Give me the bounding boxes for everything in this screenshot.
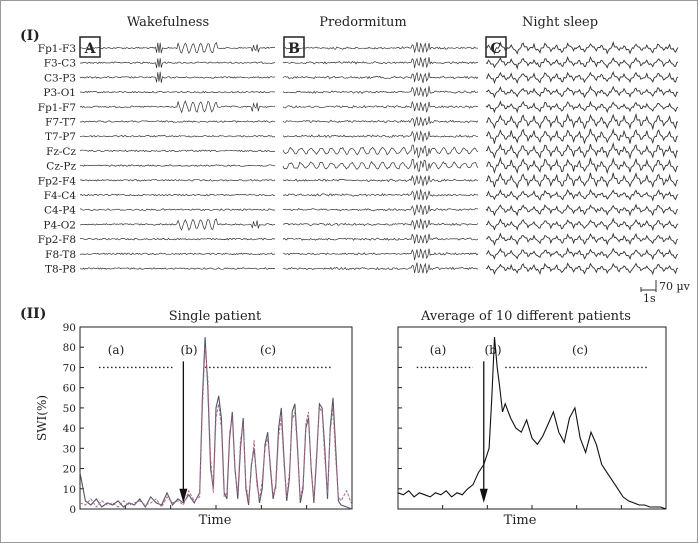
eeg-trace (283, 42, 478, 53)
eeg-trace (80, 209, 275, 211)
panel-c-title: Night sleep (521, 15, 599, 30)
channel-label: C3-P3 (43, 72, 76, 85)
eeg-trace (486, 249, 678, 259)
chart2-phase-b: (b) (484, 343, 502, 357)
eeg-trace (486, 129, 678, 144)
y-tick-label: 40 (62, 423, 76, 436)
channel-label: F7-T7 (45, 116, 76, 129)
eeg-trace (80, 238, 275, 240)
eeg-trace (486, 173, 678, 188)
chart1-title: Single patient (168, 309, 262, 324)
eeg-trace (283, 145, 478, 158)
panel-b-letter: B (288, 41, 300, 57)
eeg-trace (283, 131, 478, 141)
eeg-trace (486, 263, 678, 274)
channel-label: Fp2-F8 (37, 234, 76, 247)
eeg-trace (283, 159, 478, 171)
eeg-trace (486, 158, 678, 173)
eeg-trace (80, 180, 275, 182)
eeg-trace (80, 253, 275, 255)
eeg-trace (486, 234, 678, 245)
chart1-phase-c: (c) (259, 343, 277, 357)
eeg-trace (486, 102, 678, 112)
eeg-trace (486, 205, 678, 215)
channel-label: Fp2-F4 (37, 175, 76, 188)
panel-a-badge (80, 37, 100, 57)
panel-a-letter: A (84, 41, 96, 57)
channel-label: Fp1-F3 (37, 43, 76, 55)
panel-b-title: Predormitum (319, 15, 407, 30)
transition-arrow-head (480, 489, 488, 503)
eeg-trace (486, 57, 678, 68)
chart1-phase-b: (b) (180, 343, 198, 357)
channel-label: C4-P4 (43, 204, 76, 217)
eeg-trace (283, 263, 478, 274)
y-tick-label: 70 (62, 362, 76, 375)
chart2-phase-c: (c) (571, 343, 589, 357)
chart2-xlabel: Time (503, 513, 537, 528)
eeg-trace (283, 116, 478, 126)
eeg-trace (80, 194, 275, 196)
eeg-trace (486, 219, 678, 230)
y-tick-label: 0 (69, 504, 76, 516)
eeg-trace (486, 144, 678, 158)
y-tick-label: 90 (62, 322, 76, 334)
eeg-trace (80, 91, 275, 93)
eeg-trace (486, 115, 678, 129)
eeg-trace (80, 165, 275, 167)
scale-bar (641, 280, 691, 305)
chart1-ylabel: SWI(%) (35, 394, 49, 442)
panel-c-letter: C (490, 41, 502, 57)
eeg-trace (283, 219, 478, 230)
channel-labels (38, 43, 77, 276)
eeg-trace (80, 43, 275, 54)
y-tick-label: 10 (62, 483, 76, 496)
y-tick-label: 80 (62, 342, 76, 355)
channel-label: F4-C4 (43, 190, 76, 202)
eeg-trace (283, 234, 478, 244)
y-tick-label: 60 (62, 382, 76, 395)
panel-b-badge (284, 37, 304, 57)
eeg-trace (80, 101, 275, 112)
channel-label: T7-P7 (45, 131, 76, 144)
channel-label: P3-O1 (43, 87, 76, 100)
eeg-trace (486, 87, 678, 98)
eeg-trace (80, 219, 275, 230)
eeg-trace (486, 43, 678, 54)
channel-label: P4-O2 (43, 219, 76, 232)
y-tick-label: 50 (62, 402, 76, 415)
eeg-trace (80, 268, 275, 270)
eeg-traces (80, 42, 678, 274)
eeg-trace (283, 205, 478, 216)
scale-amp-label: 70 µv (659, 280, 690, 293)
eeg-trace (283, 102, 478, 112)
channel-label: Cz-Pz (46, 160, 76, 173)
eeg-trace (283, 86, 478, 96)
scale-time-label: 1s (643, 292, 656, 305)
series-line (80, 347, 352, 507)
eeg-trace (80, 72, 275, 83)
y-tick-label: 30 (62, 443, 76, 456)
channel-label: Fz-Cz (46, 145, 76, 158)
chart-single-patient (35, 309, 352, 528)
section-ii-label: (II) (20, 306, 47, 322)
section-i-label: (I) (20, 28, 40, 44)
eeg-trace (80, 58, 275, 68)
y-tick-label: 20 (62, 463, 76, 476)
chart1-xlabel: Time (198, 513, 232, 528)
chart2-title: Average of 10 different patients (421, 309, 631, 324)
eeg-trace (486, 72, 678, 82)
panel-a-title: Wakefulness (126, 15, 210, 30)
chart2-phase-a: (a) (429, 343, 447, 357)
chart1-phase-a: (a) (107, 343, 125, 357)
eeg-trace (80, 135, 275, 137)
eeg-trace (283, 176, 478, 187)
eeg-trace (283, 189, 478, 200)
eeg-trace (283, 57, 478, 68)
chart-average-patients (398, 309, 666, 528)
channel-label: Fp1-F7 (37, 101, 76, 114)
eeg-trace (283, 249, 478, 261)
eeg-trace (80, 150, 275, 152)
channel-label: F3-C3 (43, 57, 76, 70)
series-line (398, 337, 666, 509)
channel-label: F8-T8 (45, 248, 76, 261)
eeg-trace (80, 121, 275, 123)
eeg-trace (283, 72, 478, 83)
channel-label: T8-P8 (45, 263, 76, 276)
eeg-trace (486, 190, 678, 200)
